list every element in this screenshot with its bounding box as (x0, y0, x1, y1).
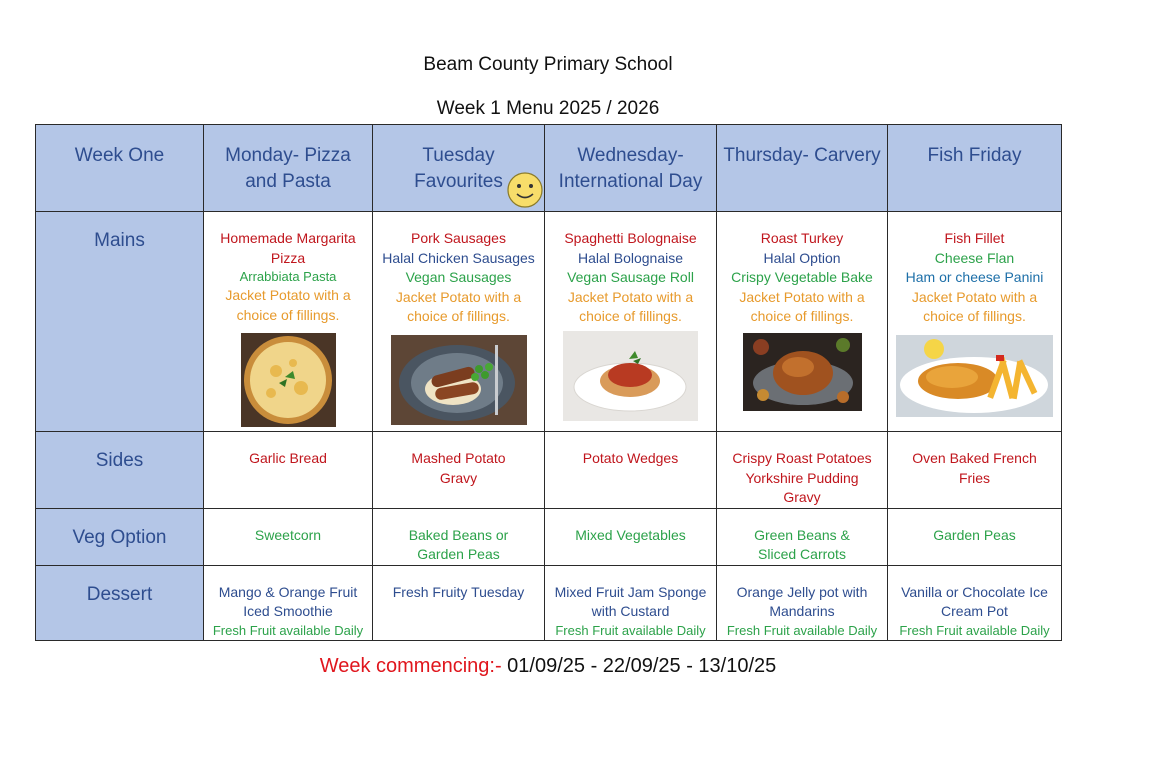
veg-tue-1: Baked Beans or (408, 526, 509, 543)
dessert-monday (204, 565, 373, 640)
fish-and-chips-image (896, 335, 1053, 417)
sides-wednesday (545, 432, 717, 509)
tuesday-label-2: Favourites (414, 171, 503, 192)
dessert-wed-1: Mixed Fruit Jam Sponge (554, 583, 707, 600)
sides-tue-1: Mashed Potato (411, 450, 506, 466)
header-row (36, 125, 1062, 212)
veg-tuesday (373, 508, 545, 565)
mains-thu-2: Halal Option (763, 249, 841, 266)
col-wednesday (545, 125, 717, 212)
menu-title: Week 1 Menu 2025 / 2026 (436, 98, 660, 119)
mains-mon-5: choice of fillings. (236, 306, 340, 323)
mains-fri-1: Fish Fillet (944, 230, 1005, 246)
dessert-thu-1: Orange Jelly pot with (736, 583, 868, 600)
menu-table (35, 124, 1062, 641)
veg-label-cell (36, 508, 204, 565)
mains-monday (204, 212, 373, 432)
corner-cell (36, 125, 204, 212)
sides-row (36, 432, 1062, 509)
veg-monday (204, 508, 373, 565)
veg-friday (888, 508, 1062, 565)
thursday-label: Thursday- Carvery (723, 145, 881, 166)
mains-tue-2: Halal Chicken Sausages (382, 249, 535, 266)
veg-thu-2: Sliced Carrots (758, 546, 846, 562)
mains-thursday (717, 212, 888, 432)
dessert-thursday (717, 565, 888, 640)
mains-mon-2: Pizza (270, 249, 306, 266)
veg-thursday (717, 508, 888, 565)
veg-label: Veg Option (72, 526, 167, 548)
mains-mon-3: Arrabbiata Pasta (239, 269, 337, 284)
mains-fri-3: Ham or cheese Panini (905, 269, 1044, 285)
school-name: Beam County Primary School (423, 54, 673, 75)
mains-wed-2: Halal Bolognaise (577, 249, 684, 266)
mains-tue-4: Jacket Potato with a (395, 288, 522, 305)
roast-turkey-image (743, 333, 862, 411)
dessert-mon-2: Iced Smoothie (243, 603, 333, 619)
veg-row (36, 508, 1062, 565)
veg-wednesday (545, 508, 717, 565)
sides-thu-1: Crispy Roast Potatoes (732, 450, 872, 466)
smiley-icon (506, 171, 544, 209)
sides-wed-1: Potato Wedges (582, 450, 679, 466)
veg-thu-1: Green Beans & (754, 526, 850, 543)
sides-thu-3: Gravy (783, 489, 821, 505)
dessert-row (36, 565, 1062, 640)
mains-label: Mains (94, 230, 145, 251)
veg-wed-1: Mixed Vegetables (575, 526, 686, 543)
pizza-image (241, 333, 336, 427)
dessert-label-cell (36, 565, 204, 640)
mains-thu-4: Jacket Potato with a (739, 288, 865, 305)
dessert-friday (888, 565, 1062, 640)
mains-thu-1: Roast Turkey (760, 230, 844, 246)
mains-fri-2: Cheese Flan (934, 249, 1015, 266)
dessert-wed-2: with Custard (591, 603, 670, 619)
sides-friday (888, 432, 1062, 509)
mains-wed-5: choice of fillings. (579, 308, 682, 324)
sides-fri-2: Fries (958, 469, 991, 486)
mains-tue-3: Vegan Sausages (405, 269, 512, 285)
mains-friday (888, 212, 1062, 432)
mains-tue-1: Pork Sausages (411, 230, 506, 246)
sides-mon-1: Garlic Bread (249, 450, 327, 466)
mains-wed-3: Vegan Sausage Roll (567, 269, 694, 285)
mains-mon-4: Jacket Potato with a (225, 287, 351, 303)
sides-tue-2: Gravy (439, 469, 478, 486)
col-thursday (717, 125, 888, 212)
monday-label-2: and Pasta (245, 171, 331, 192)
col-monday (204, 125, 373, 212)
week-commencing-dates: 01/09/25 - 22/09/25 - 13/10/25 (501, 655, 777, 677)
sides-thu-2: Yorkshire Pudding (745, 469, 859, 486)
veg-fri-1: Garden Peas (933, 526, 1016, 543)
dessert-tuesday (373, 565, 545, 640)
col-friday (888, 125, 1062, 212)
mains-fri-4: Jacket Potato with a (911, 288, 1038, 305)
dessert-thu-2: Mandarins (769, 603, 835, 619)
fruit-note-wed: Fresh Fruit available Daily (555, 622, 706, 638)
tuesday-label-1: Tuesday (422, 145, 495, 166)
week-commencing (0, 655, 1096, 678)
sides-monday (204, 432, 373, 509)
veg-mon-1: Sweetcorn (254, 526, 322, 543)
sides-thursday (717, 432, 888, 509)
dessert-label: Dessert (86, 583, 153, 605)
sides-tuesday (373, 432, 545, 509)
corner-label: Week One (74, 145, 165, 166)
mains-tue-5: choice of fillings. (407, 308, 510, 324)
mains-tuesday (373, 212, 545, 432)
mains-wed-1: Spaghetti Bolognaise (564, 230, 697, 246)
dessert-mon-1: Mango & Orange Fruit (218, 583, 358, 600)
mains-wed-4: Jacket Potato with a (567, 288, 694, 305)
monday-label-1: Monday- Pizza (225, 145, 351, 166)
veg-tue-2: Garden Peas (417, 546, 500, 562)
mains-label-cell (36, 212, 204, 432)
mains-thu-5: choice of fillings. (750, 308, 854, 324)
dessert-wednesday (545, 565, 717, 640)
sides-label: Sides (95, 450, 144, 471)
dessert-fri-2: Cream Pot (941, 603, 1008, 619)
dessert-fri-1: Vanilla or Chocolate Ice (901, 583, 1048, 600)
sausage-mash-image (391, 335, 527, 425)
fruit-note-fri: Fresh Fruit available Daily (899, 622, 1050, 638)
dessert-tue-1: Fresh Fruity Tuesday (392, 583, 525, 600)
wednesday-label-2: International Day (558, 171, 703, 192)
friday-label: Fish Friday (927, 145, 1022, 166)
fruit-note-mon: Fresh Fruit available Daily (212, 622, 364, 638)
spaghetti-image (563, 331, 698, 421)
week-commencing-label: Week commencing:- (319, 655, 502, 677)
fruit-note-thu: Fresh Fruit available Daily (726, 622, 878, 638)
mains-wednesday (545, 212, 717, 432)
wednesday-label-1: Wednesday- (577, 145, 684, 166)
mains-mon-1: Homemade Margarita (220, 230, 356, 246)
mains-fri-5: choice of fillings. (923, 308, 1026, 324)
sides-label-cell (36, 432, 204, 509)
mains-row (36, 212, 1062, 432)
sides-fri-1: Oven Baked French (912, 450, 1037, 466)
mains-thu-3: Crispy Vegetable Bake (731, 269, 873, 285)
